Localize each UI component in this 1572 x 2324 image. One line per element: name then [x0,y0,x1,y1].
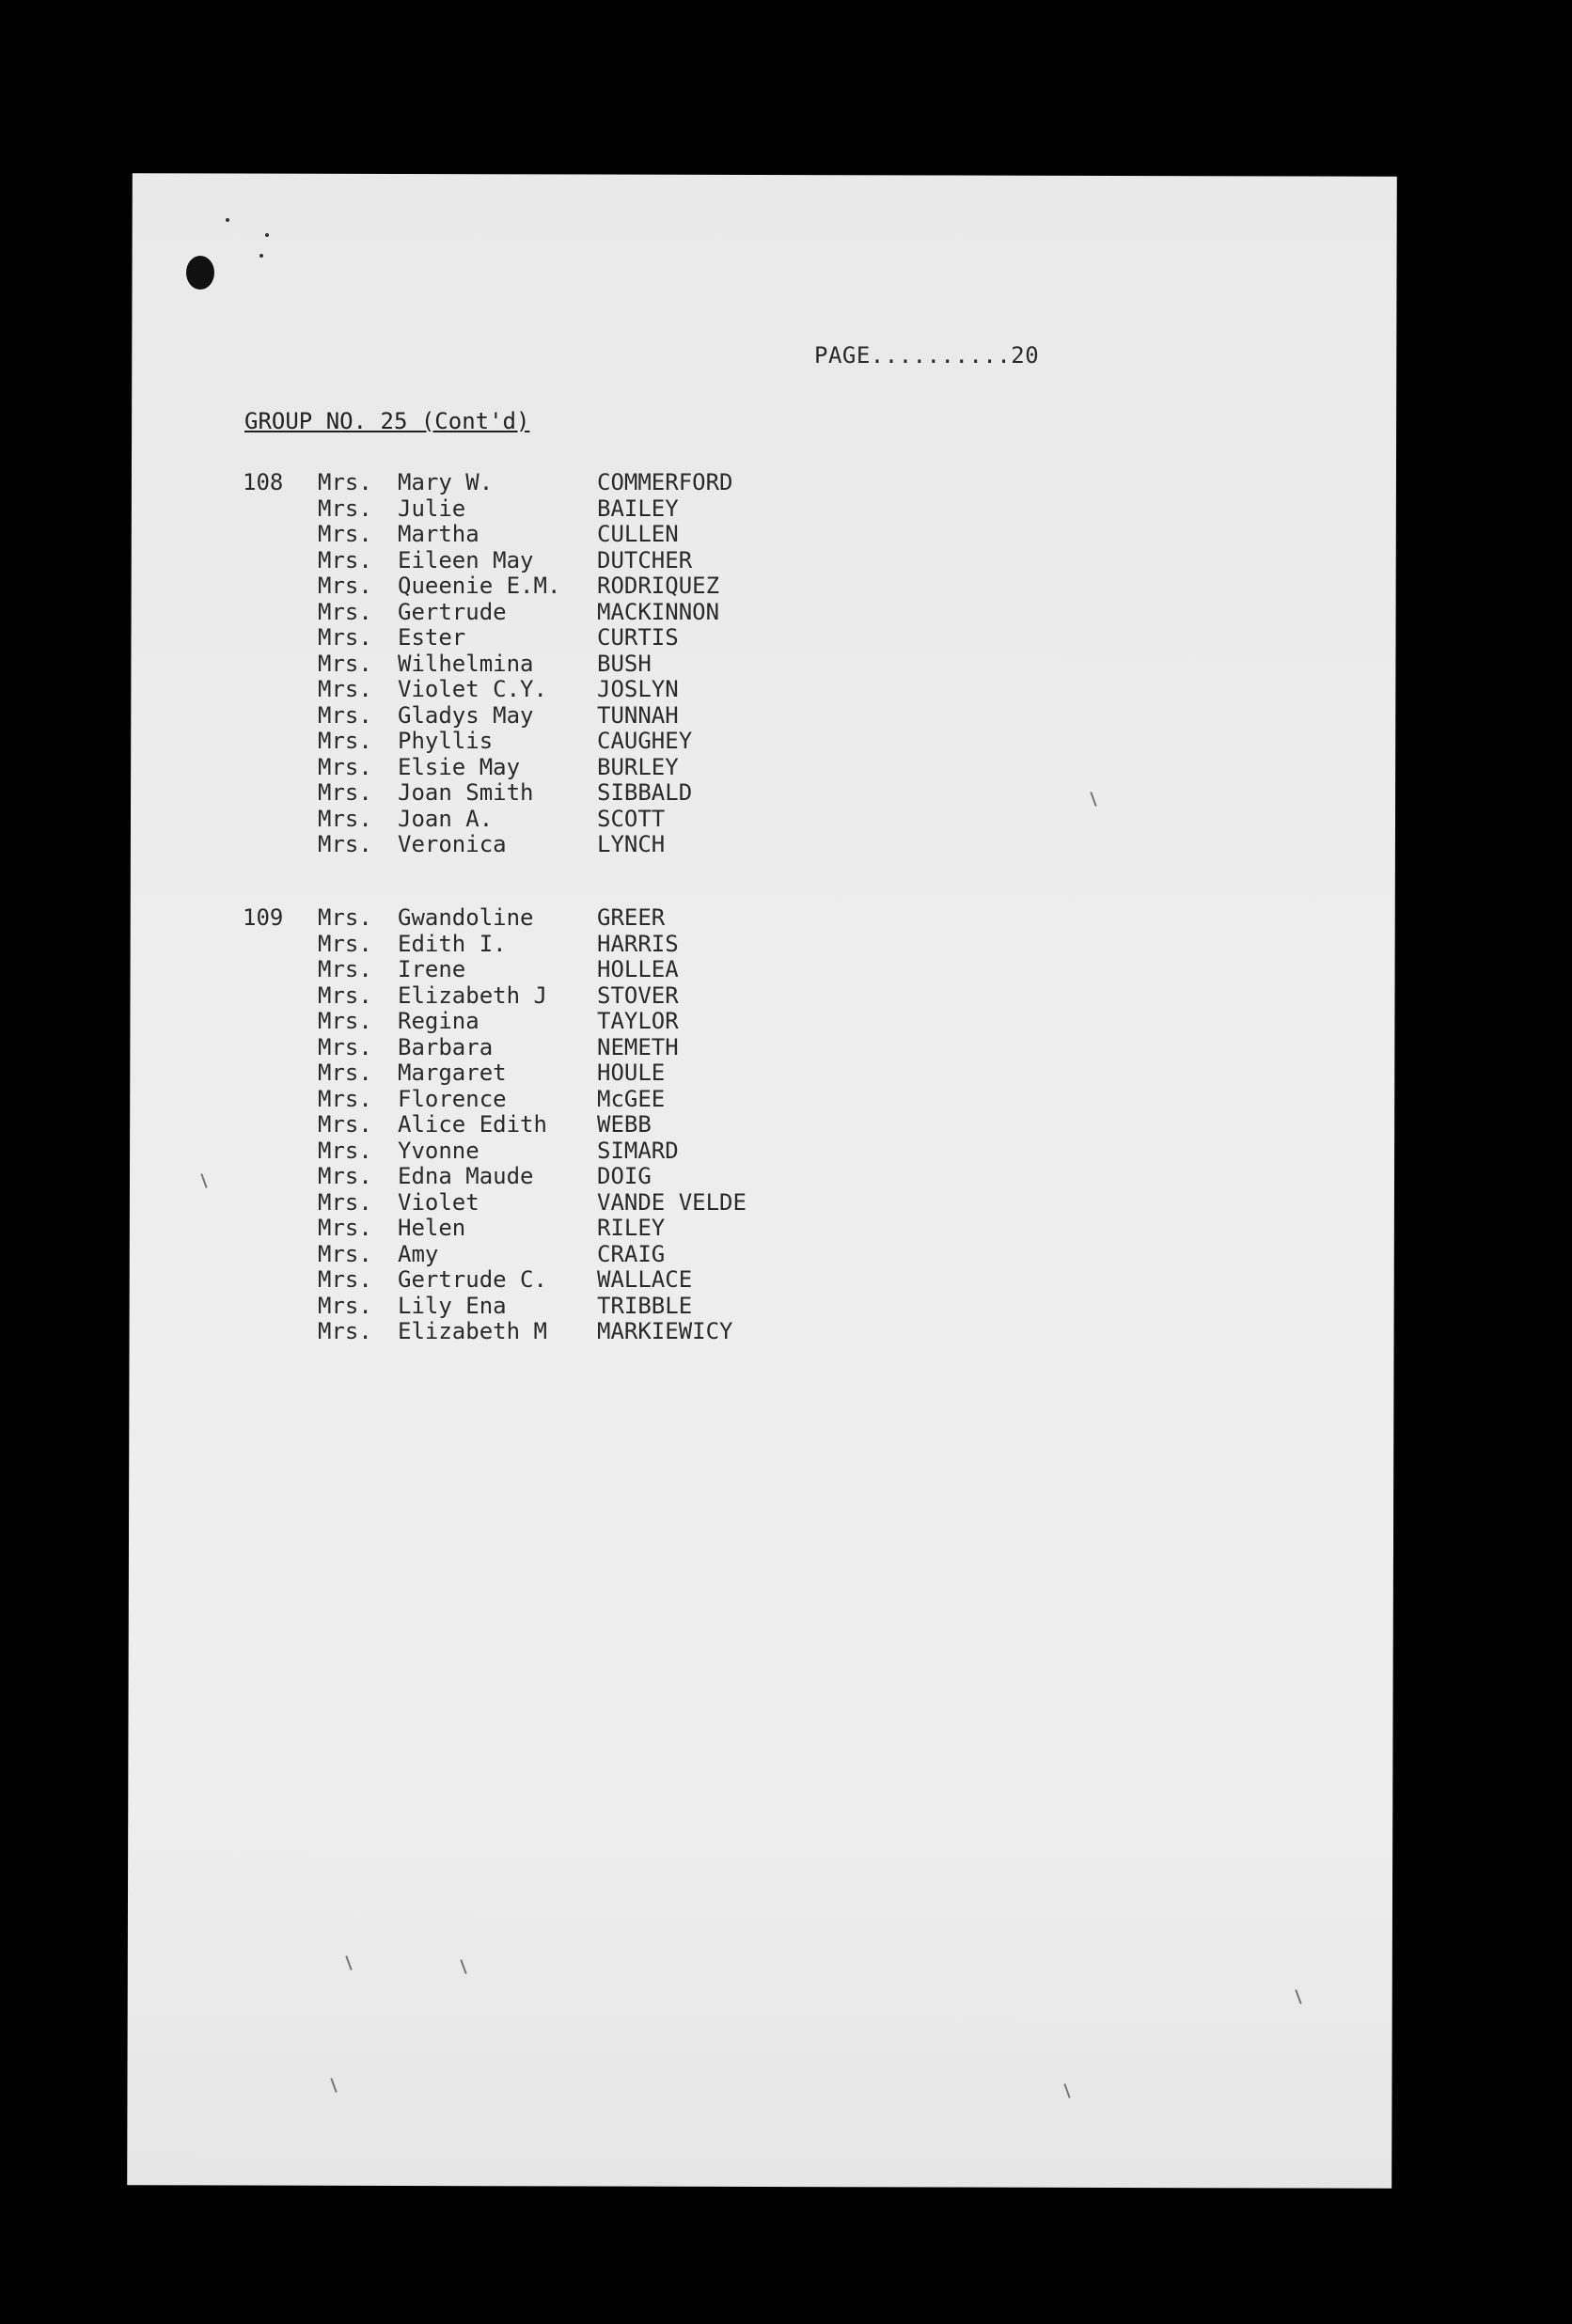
surname: CAUGHEY [597,728,693,754]
speck [226,218,229,222]
surname: McGEE [597,1085,666,1112]
group-number [243,496,318,523]
given-name: Helen [398,1215,466,1241]
group-number [243,932,318,958]
group-number [243,1294,318,1320]
given-name: Elizabeth J [398,981,547,1009]
person-title: Mrs. [318,701,372,729]
surname: JOSLYN [597,676,679,702]
list-item [243,1216,747,1242]
group-number: 108 [243,469,284,495]
list-item [243,573,733,600]
list-item [243,755,733,781]
group-number [243,677,318,703]
person-title: Mrs. [318,753,372,780]
surname: CRAIG [597,1240,666,1267]
surname: TAYLOR [597,1008,679,1034]
person-title: Mrs. [318,956,372,982]
surname: COMMERFORD [597,469,733,495]
group-108-list [243,470,733,858]
group-number [243,1035,318,1061]
given-name: Queenie E.M. [398,573,561,599]
given-name: Gladys May [398,701,534,729]
surname: MACKINNON [597,598,720,625]
surname: STOVER [597,981,679,1009]
person-title: Mrs. [318,495,372,522]
group-number [243,625,318,652]
surname: SIBBALD [597,779,693,806]
given-name: Violet [398,1188,479,1216]
person-title: Mrs. [318,650,372,677]
group-number [243,1138,318,1165]
list-item [243,1138,747,1165]
person-title: Mrs. [318,1008,372,1034]
surname: CULLEN [597,521,679,547]
surname: GREER [597,904,666,931]
group-number [243,1112,318,1138]
surname: LYNCH [597,831,666,857]
list-item [243,832,733,858]
given-name: Barbara [398,1033,494,1060]
surname: NEMETH [597,1033,679,1060]
group-number [243,522,318,548]
list-item [243,1087,747,1113]
person-title: Mrs. [318,831,372,857]
group-number [243,1087,318,1113]
speck [259,254,263,258]
list-item [243,1190,747,1217]
group-number [243,600,318,626]
group-number [243,652,318,678]
group-number [243,1216,318,1242]
list-item [243,1294,747,1320]
group-number: 109 [243,904,284,931]
surname: RILEY [597,1215,666,1241]
surname: BUSH [597,650,652,677]
given-name: Gwandoline [398,904,534,931]
surname: HOULE [597,1060,666,1086]
group-number [243,729,318,755]
given-name: Mary W. [398,469,494,495]
list-item [243,780,733,807]
person-title: Mrs. [318,1292,372,1319]
list-item [243,1035,747,1061]
person-title: Mrs. [318,521,372,547]
person-title: Mrs. [318,1188,372,1216]
given-name: Elizabeth M [398,1318,547,1344]
group-heading: GROUP NO. 25 (Cont'd) [244,408,530,434]
person-title: Mrs. [318,676,372,702]
list-item [243,522,733,548]
surname: BURLEY [597,753,679,780]
person-title: Mrs. [318,1033,372,1060]
group-number [243,1319,318,1345]
list-item [243,1267,747,1294]
page-number: PAGE..........20 [814,342,1040,369]
given-name: Yvonne [398,1137,479,1164]
speck [265,233,269,237]
given-name: Gertrude [398,598,507,625]
person-title: Mrs. [318,573,372,599]
surname: TRIBBLE [597,1292,693,1319]
list-item [243,652,733,678]
group-number [243,1060,318,1087]
list-item [243,1060,747,1087]
list-item [243,1164,747,1190]
surname: BAILEY [597,495,679,522]
person-title: Mrs. [318,805,372,832]
group-number [243,755,318,781]
surname: HOLLEA [597,956,679,982]
person-title: Mrs. [318,981,372,1009]
group-number [243,703,318,730]
person-title: Mrs. [318,1085,372,1112]
surname: MARKIEWICY [597,1318,733,1344]
given-name: Gertrude C. [398,1266,547,1293]
person-title: Mrs. [318,469,372,495]
given-name: Violet C.Y. [398,676,547,702]
list-item [243,983,747,1010]
person-title: Mrs. [318,1137,372,1164]
given-name: Veronica [398,831,507,857]
given-name: Elsie May [398,753,521,780]
given-name: Amy [398,1240,439,1267]
group-number [243,1009,318,1035]
given-name: Alice Edith [398,1111,547,1138]
list-item [243,1009,747,1035]
surname: SCOTT [597,805,666,832]
given-name: Edna Maude [398,1163,534,1189]
list-item [243,600,733,626]
given-name: Martha [398,521,479,547]
surname: DUTCHER [597,546,693,573]
given-name: Phyllis [398,728,494,754]
surname: CURTIS [597,624,679,651]
group-number [243,1164,318,1190]
surname: SIMARD [597,1137,679,1164]
surname: DOIG [597,1163,652,1189]
list-item [243,548,733,574]
group-number [243,807,318,833]
group-number [243,1267,318,1294]
list-item [243,703,733,730]
person-title: Mrs. [318,779,372,806]
list-item [243,1319,747,1345]
surname: WALLACE [597,1266,693,1293]
list-item [243,625,733,652]
list-item [243,729,733,755]
group-number [243,780,318,807]
list-item [243,496,733,523]
surname: VANDE VELDE [597,1188,747,1216]
group-number [243,957,318,983]
person-title: Mrs. [318,1318,372,1344]
group-number [243,1242,318,1268]
given-name: Irene [398,956,466,982]
person-title: Mrs. [318,930,372,957]
given-name: Edith I. [398,930,507,957]
person-title: Mrs. [318,1111,372,1138]
person-title: Mrs. [318,598,372,625]
person-title: Mrs. [318,1060,372,1086]
given-name: Lily Ena [398,1292,507,1319]
surname: RODRIQUEZ [597,573,720,599]
person-title: Mrs. [318,1240,372,1267]
surname: TUNNAH [597,701,679,729]
list-item [243,677,733,703]
list-item [243,957,747,983]
list-item [243,807,733,833]
group-109-list [243,905,747,1345]
surname: HARRIS [597,930,679,957]
person-title: Mrs. [318,904,372,931]
list-item [243,932,747,958]
given-name: Regina [398,1008,479,1034]
person-title: Mrs. [318,1163,372,1189]
given-name: Joan A. [398,805,494,832]
list-item [243,1242,747,1268]
group-number [243,548,318,574]
person-title: Mrs. [318,1215,372,1241]
surname: WEBB [597,1111,652,1138]
person-title: Mrs. [318,1266,372,1293]
group-number [243,1190,318,1217]
given-name: Margaret [398,1060,507,1086]
given-name: Eileen May [398,546,534,573]
given-name: Florence [398,1085,507,1112]
group-number [243,573,318,600]
person-title: Mrs. [318,546,372,573]
given-name: Julie [398,495,466,522]
person-title: Mrs. [318,624,372,651]
given-name: Joan Smith [398,779,534,806]
list-item [243,470,733,496]
given-name: Ester [398,624,466,651]
group-number [243,983,318,1010]
list-item [243,905,747,932]
punch-hole [186,256,214,290]
group-number [243,832,318,858]
person-title: Mrs. [318,728,372,754]
given-name: Wilhelmina [398,650,534,677]
list-item [243,1112,747,1138]
